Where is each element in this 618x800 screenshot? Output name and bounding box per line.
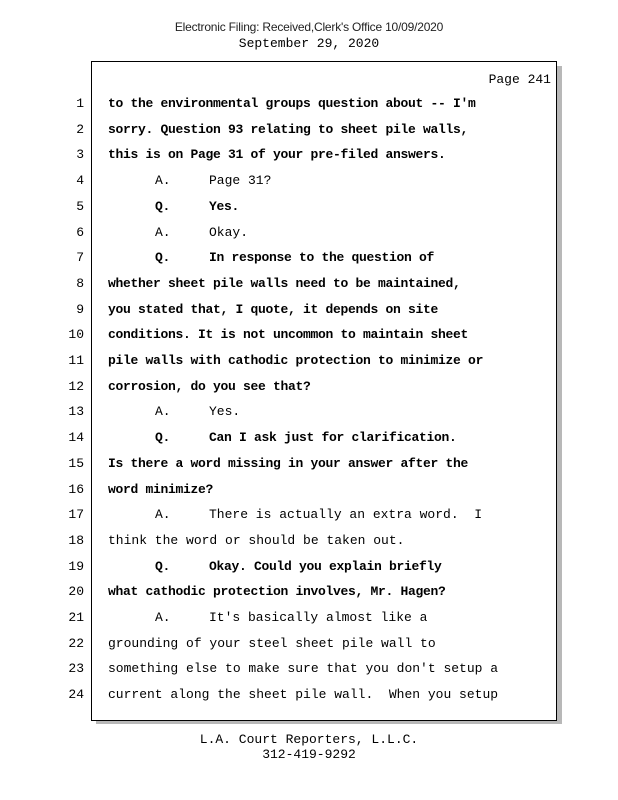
transcript-line [0,147,618,169]
reporter-company: L.A. Court Reporters, L.L.C. [199,732,419,747]
line-body: pile walls with cathodic protection to minimize or [108,353,484,368]
transcript-line [0,533,618,555]
line-number: 10 [68,327,84,343]
speaker-label: A. [155,610,171,625]
line-body: grounding of your steel sheet pile wall to [108,635,436,651]
line-text [155,430,457,445]
line-number: 5 [76,198,84,214]
line-number: 1 [76,96,84,111]
transcript-line [0,96,618,118]
transcript-line [0,327,618,349]
speaker-label: A. [155,404,171,420]
transcript-line [0,661,618,683]
speaker-label: A. [155,224,171,240]
transcript-line [0,636,618,658]
line-body: word minimize? [108,481,214,497]
line-body: Okay. [209,224,249,240]
line-body: this is on Page 31 of your pre-filed answers. [108,147,446,163]
line-number: 21 [68,610,84,625]
line-body: Yes. [209,404,241,420]
line-text [155,610,427,625]
line-number: 7 [76,250,84,266]
transcript-line [0,122,618,144]
transcript-line [0,225,618,247]
transcript-line [0,687,618,709]
line-number: 15 [68,455,84,471]
line-body: sorry. Question 93 relating to sheet pile walls, [108,121,469,137]
line-number: 12 [68,378,84,394]
line-body: corrosion, do you see that? [108,378,311,394]
line-number: 19 [68,558,84,574]
transcript-line [0,584,618,606]
line-number: 3 [76,147,84,163]
line-text [155,250,434,265]
line-number: 9 [76,301,84,317]
line-text [108,96,476,111]
line-text [108,379,311,394]
line-text [108,636,436,651]
line-text [155,225,248,240]
line-number: 16 [68,481,84,497]
speaker-label: Q. [155,430,171,446]
transcript-line [0,250,618,272]
line-text [155,173,271,188]
line-body: Can I ask just for clarification. [209,430,457,446]
line-number: 14 [68,430,84,446]
transcript-line [0,276,618,298]
line-body: Okay. Could you explain briefly [209,558,442,574]
line-text [155,199,239,214]
line-number: 20 [68,584,84,600]
transcript-line [0,199,618,221]
line-text [155,507,482,522]
page-number: Page 241 [488,72,551,87]
transcript-line [0,456,618,478]
line-text [155,404,240,419]
line-text [155,559,442,574]
line-body: current along the sheet pile wall. When you setup [108,687,499,703]
footer [0,732,618,762]
transcript-line [0,610,618,632]
line-text [108,584,446,599]
transcript-line [0,404,618,426]
line-text [108,353,483,368]
line-number: 4 [76,173,84,189]
transcript-line [0,507,618,529]
line-text [108,533,404,548]
speaker-label: Q. [155,558,171,574]
line-text [108,661,498,676]
line-body: something else to make sure that you don't setup a [108,661,499,677]
line-body: There is actually an extra word. I [209,507,483,523]
line-number: 8 [76,275,84,291]
line-number: 24 [68,687,84,703]
line-text [108,122,468,137]
line-text [108,482,213,497]
transcript-line [0,353,618,375]
filing-stamp: Electronic Filing: Received,Clerk's Office 10/09/2020 [174,20,444,34]
speaker-label: A. [155,507,171,523]
line-body: to the environmental groups question about -- I'm [108,96,476,111]
line-number: 6 [76,224,84,240]
line-number: 22 [68,635,84,651]
transcript-line [0,173,618,195]
line-number: 23 [68,661,84,677]
transcript-line [0,302,618,324]
reporter-phone: 312-419-9292 [262,747,356,762]
line-number: 17 [68,507,84,523]
line-number: 2 [76,121,84,137]
line-text [108,456,468,471]
line-body: Is there a word missing in your answer after the [108,455,469,471]
line-text [108,147,446,162]
line-body: whether sheet pile walls need to be maintained, [108,275,461,291]
transcript-line [0,482,618,504]
speaker-label: Q. [155,198,171,214]
line-body: you stated that, I quote, it depends on site [108,301,439,317]
line-body: think the word or should be taken out. [108,532,405,548]
line-body: conditions. It is not uncommon to maintain sheet [108,327,469,343]
line-number: 11 [68,353,84,368]
line-number: 13 [68,404,84,420]
transcript-date: September 29, 2020 [238,36,380,51]
transcript-line [0,430,618,452]
line-body: what cathodic protection involves, Mr. Hagen? [108,584,446,600]
line-body: In response to the question of [209,250,435,266]
line-number: 18 [68,532,84,548]
transcript-line [0,379,618,401]
line-body: Yes. [209,198,240,214]
speaker-label: A. [155,173,171,189]
line-body: Page 31? [209,173,272,189]
transcript-line [0,559,618,581]
line-text [108,276,461,291]
line-body: It's basically almost like a [209,610,428,625]
speaker-label: Q. [155,250,171,266]
line-text [108,327,468,342]
line-text [108,687,498,702]
line-text [108,302,438,317]
